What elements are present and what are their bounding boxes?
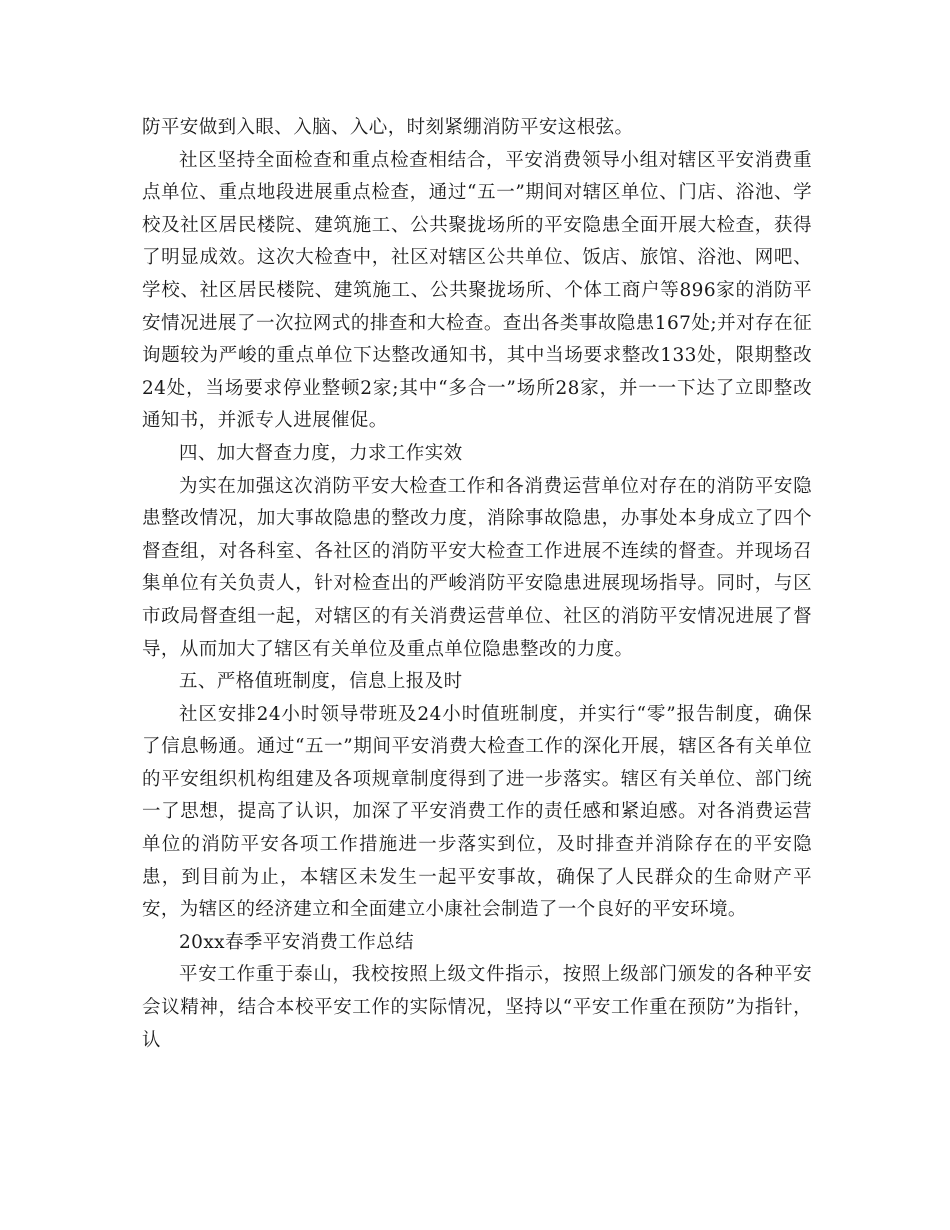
paragraph-spring-summary: 平安工作重于泰山，我校按照上级文件指示，按照上级部门颁发的各种平安会议精神，结合本校平安工作的实际情况，坚持以“平安工作重在预防”为指针，认 [142, 964, 812, 1051]
paragraph-inspection: 社区坚持全面检查和重点检查相结合，平安消费领导小组对辖区平安消费重点单位、重点地段进展重点检查，通过“五一”期间对辖区单位、门店、浴池、学校及社区居民楼院、建筑施工、公共聚拢场所的平安隐患全面开展大检查，获得了明显成效。这次大检查中，社区对辖区公共单位、饭店、旅馆、浴池、网吧、学校、社区居民楼院、建筑施工、公共聚拢场所、个体工商户等896家的消防平安情况进展了一次拉网式的排查和大检查。查出各类事故隐患167处;并对存在征询题较为严峻的重点单位下达整改通知书，其中当场要求整改133处，限期整改24处，当场要求停业整顿2家;其中“多合一”场所28家，并一一下达了立即整改通知书，并派专人进展催促。 [142, 149, 812, 432]
document-body [142, 112, 812, 1057]
paragraph-continuation: 防平安做到入眼、入脑、入心，时刻紧绷消防平安这根弦。 [142, 117, 634, 138]
section-heading-duty: 五、严格值班制度，信息上报及时 [179, 671, 463, 693]
paragraph-duty: 社区安排24小时领导带班及24小时值班制度，并实行“零”报告制度，确保了信息畅通。通过“五一”期间平安消费大检查工作的深化开展，辖区各有关单位的平安组织机构组建及各项规章制度得到了进一步落实。辖区有关单位、部门统一了思想，提高了认识，加深了平安消费工作的责任感和紧迫感。对各消费运营单位的消防平安各项工作措施进一步落实到位，及时排查并消除存在的平安隐患，到目前为止，本辖区未发生一起平安事故，确保了人民群众的生命财产平安，为辖区的经济建立和全面建立小康社会制造了一个良好的平安环境。 [142, 703, 812, 921]
document-title-spring-summary: 20xx春季平安消费工作总结 [179, 931, 415, 953]
paragraph-supervision: 为实在加强这次消防平安大检查工作和各消费运营单位对存在的消防平安隐患整改情况，加大事故隐患的整改力度，消除事故隐患，办事处本身成立了四个督查组，对各科室、各社区的消防平安大检查工作进展不连续的督查。并现场召集单位有关负责人，针对检查出的严峻消防平安隐患进展现场指导。同时，与区市政局督查组一起，对辖区的有关消费运营单位、社区的消防平安情况进展了督导，从而加大了辖区有关单位及重点单位隐患整改的力度。 [142, 475, 812, 660]
section-heading-supervision: 四、加大督查力度，力求工作实效 [179, 442, 463, 464]
